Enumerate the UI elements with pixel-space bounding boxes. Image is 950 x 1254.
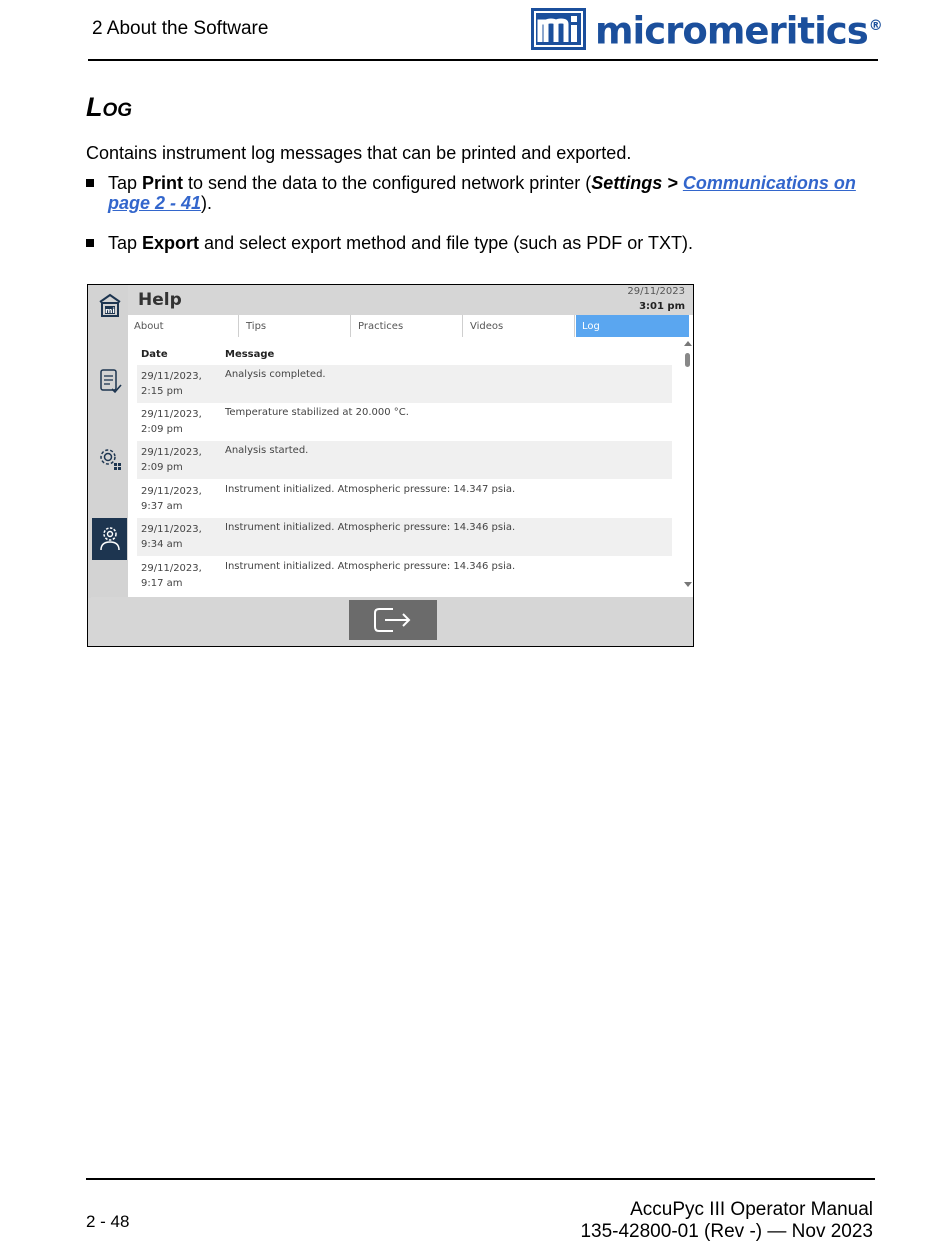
bottom-toolbar bbox=[91, 597, 693, 646]
row-date: 29/11/2023, 9:37 am bbox=[141, 486, 202, 512]
tab-about[interactable]: About bbox=[128, 315, 239, 337]
nav-sidebar bbox=[88, 285, 128, 598]
table-row[interactable] bbox=[137, 365, 672, 403]
svg-text:mi: mi bbox=[104, 307, 115, 315]
section-title: Log bbox=[86, 92, 133, 122]
report-icon[interactable] bbox=[92, 360, 127, 402]
settings-reference: Settings > bbox=[591, 173, 678, 193]
tab-practices[interactable]: Practices bbox=[352, 315, 463, 337]
row-message: Analysis started. bbox=[225, 445, 309, 456]
current-time: 3:01 pm bbox=[639, 301, 685, 312]
row-date: 29/11/2023, 9:17 am bbox=[141, 563, 202, 589]
column-header-date: Date bbox=[141, 349, 168, 360]
row-date: 29/11/2023, 2:09 pm bbox=[141, 447, 202, 473]
header-divider bbox=[88, 59, 878, 61]
table-row[interactable] bbox=[137, 403, 672, 441]
registered-mark: ® bbox=[868, 18, 882, 35]
manual-title: AccuPyc III Operator Manual bbox=[630, 1199, 873, 1220]
current-date: 29/11/2023 bbox=[627, 286, 685, 297]
row-date: 29/11/2023, 9:34 am bbox=[141, 524, 202, 550]
home-icon[interactable] bbox=[92, 285, 127, 327]
chapter-title: 2 About the Software bbox=[92, 18, 269, 39]
page-number: 2 - 48 bbox=[86, 1212, 130, 1231]
footer-divider bbox=[86, 1178, 875, 1180]
row-message: Instrument initialized. Atmospheric pressure: 14.346 psia. bbox=[225, 522, 516, 533]
row-date: 29/11/2023, 2:15 pm bbox=[141, 371, 202, 397]
row-message: Instrument initialized. Atmospheric pressure: 14.347 psia. bbox=[225, 484, 516, 495]
table-row[interactable] bbox=[137, 557, 672, 595]
scroll-up-arrow-icon[interactable] bbox=[684, 341, 692, 346]
log-screen-screenshot bbox=[87, 284, 694, 647]
manual-code: 135-42800-01 (Rev -) — Nov 2023 bbox=[580, 1221, 873, 1242]
tab-videos[interactable]: Videos bbox=[464, 315, 575, 337]
row-message: Analysis completed. bbox=[225, 369, 326, 380]
user-settings-icon[interactable] bbox=[92, 518, 127, 560]
settings-icon[interactable] bbox=[92, 438, 127, 480]
micromeritics-logo bbox=[531, 7, 882, 51]
table-row[interactable] bbox=[137, 518, 672, 556]
app-titlebar bbox=[128, 285, 693, 315]
logo-mark-icon bbox=[531, 8, 586, 50]
row-date: 29/11/2023, 2:09 pm bbox=[141, 409, 202, 435]
log-scrollbar[interactable] bbox=[683, 341, 693, 591]
scroll-down-arrow-icon[interactable] bbox=[684, 582, 692, 587]
export-button[interactable] bbox=[349, 600, 437, 640]
row-message: Temperature stabilized at 20.000 °C. bbox=[225, 407, 409, 418]
bullet-export: Tap Export and select export method and file type (such as PDF or TXT). bbox=[86, 233, 886, 257]
export-icon bbox=[371, 605, 415, 635]
table-row[interactable] bbox=[137, 480, 672, 518]
column-header-message: Message bbox=[225, 349, 275, 360]
log-content bbox=[128, 315, 693, 597]
help-tabs bbox=[128, 315, 693, 337]
tab-log[interactable]: Log bbox=[576, 315, 689, 337]
table-row[interactable] bbox=[137, 441, 672, 479]
row-message: Instrument initialized. Atmospheric pressure: 14.346 psia. bbox=[225, 561, 516, 572]
logo-wordmark: micromeritics bbox=[595, 9, 868, 53]
bullet-print: Tap Print to send the data to the configured network printer (Settings > Communications on page 2 - 41). bbox=[86, 173, 886, 218]
intro-paragraph: Contains instrument log messages that can be printed and exported. bbox=[86, 143, 632, 163]
tab-tips[interactable]: Tips bbox=[240, 315, 351, 337]
communications-link[interactable]: Communications on page 2 - 41 bbox=[108, 173, 856, 213]
bullet-marker bbox=[86, 179, 94, 187]
export-label: Export bbox=[142, 233, 200, 253]
bullet-marker bbox=[86, 239, 94, 247]
print-label: Print bbox=[142, 173, 184, 193]
app-title: Help bbox=[138, 290, 182, 310]
scroll-thumb[interactable] bbox=[685, 353, 690, 367]
